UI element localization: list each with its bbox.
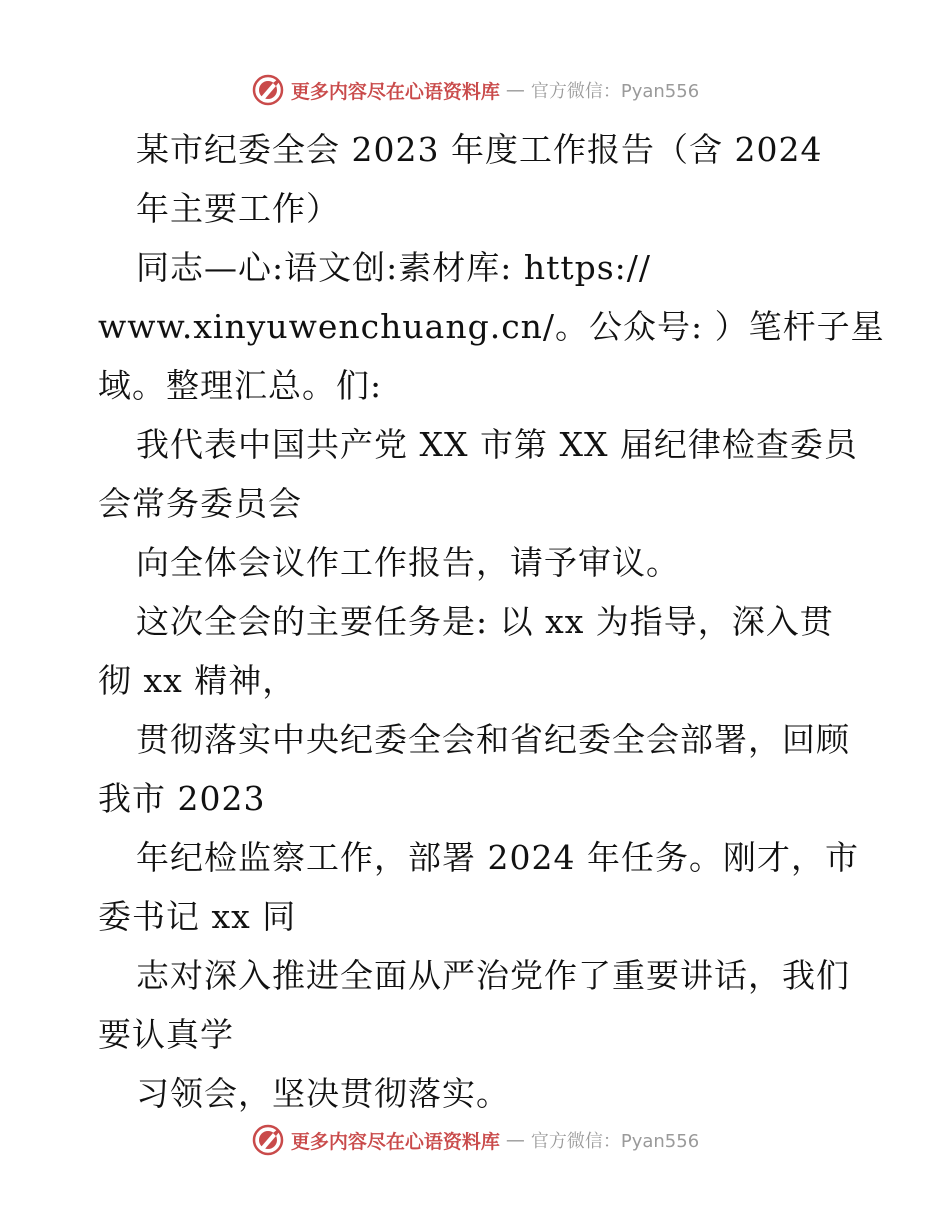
banner-wechat: 官方微信：Pyan556 bbox=[530, 81, 700, 102]
banner-title: 更多内容尽在心语资料库 bbox=[290, 1130, 500, 1153]
text-line: 委书记 xx 同 bbox=[98, 897, 297, 936]
text-line: 年主要工作） bbox=[136, 189, 340, 228]
text-line: 我代表中国共产党 XX 市第 XX 届纪律检查委员 bbox=[136, 425, 858, 464]
footer-banner-content bbox=[251, 1123, 699, 1157]
text-line: 同志—心:语文创:素材库: https:// bbox=[136, 248, 652, 287]
banner-separator: — bbox=[505, 79, 525, 101]
header-banner bbox=[0, 70, 950, 110]
text-line: 这次全会的主要任务是: 以 xx 为指导，深入贯 bbox=[136, 602, 834, 641]
document-body bbox=[98, 120, 885, 1123]
text-line: 彻 xx 精神， bbox=[98, 661, 297, 700]
text-line: 我市 2023 bbox=[98, 779, 266, 818]
text-line: 习领会，坚决贯彻落实。 bbox=[136, 1074, 510, 1113]
pen-nib-seal-icon bbox=[251, 73, 285, 107]
header-banner-content bbox=[251, 73, 699, 107]
pen-nib-seal-icon bbox=[251, 1123, 285, 1157]
banner-separator: — bbox=[505, 1129, 525, 1151]
text-line: 向全体会议作工作报告，请予审议。 bbox=[136, 543, 680, 582]
banner-title: 更多内容尽在心语资料库 bbox=[290, 80, 500, 103]
text-line: 会常务委员会 bbox=[98, 484, 302, 523]
text-line: 域。整理汇总。们: bbox=[98, 366, 383, 405]
text-line: 志对深入推进全面从严治党作了重要讲话，我们 bbox=[136, 956, 850, 995]
footer-banner bbox=[0, 1120, 950, 1160]
text-line: 某市纪委全会 2023 年度工作报告（含 2024 bbox=[136, 130, 823, 169]
text-line: 年纪检监察工作，部署 2024 年任务。刚才，市 bbox=[136, 838, 859, 877]
banner-wechat: 官方微信：Pyan556 bbox=[530, 1131, 700, 1152]
text-line: www.xinyuwenchuang.cn/。公众号: ）笔杆子星 bbox=[98, 307, 885, 346]
text-line: 贯彻落实中央纪委全会和省纪委全会部署，回顾 bbox=[136, 720, 850, 759]
text-line: 要认真学 bbox=[98, 1015, 234, 1054]
